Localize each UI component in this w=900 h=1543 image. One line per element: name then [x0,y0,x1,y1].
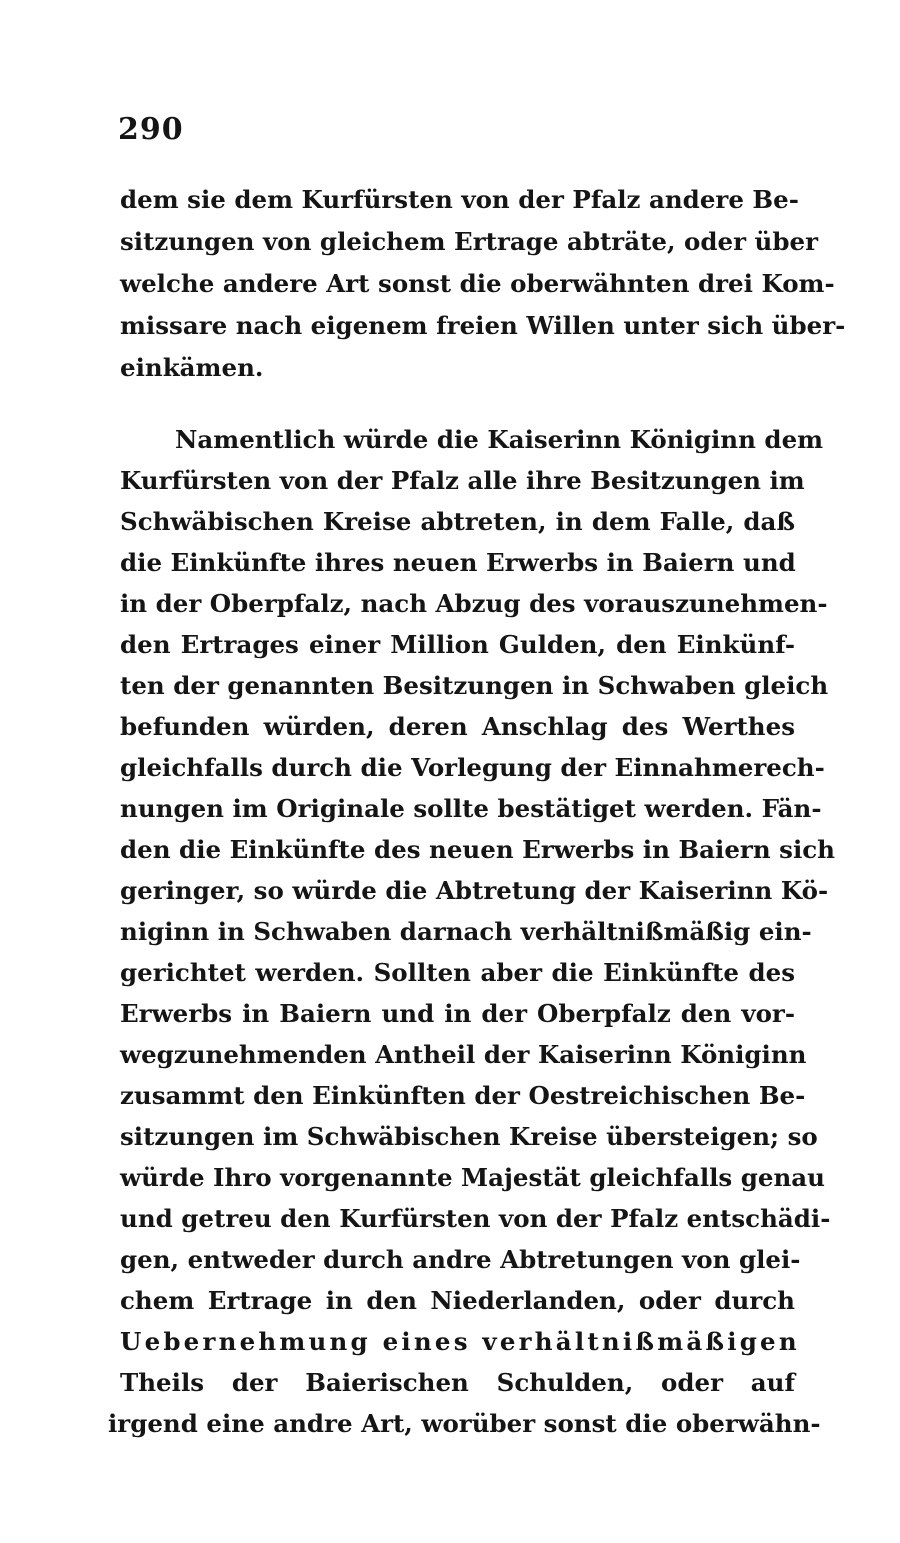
text-line: Uebernehmung eines verhältnißmäßigen [120,1327,800,1356]
text-line: würde Ihro vorgenannte Majestät gleichfalls genau [120,1163,825,1192]
text-line: und getreu den Kurfürsten von der Pfalz entschädi- [120,1204,831,1233]
text-line: Erwerbs in Baiern und in der Oberpfalz den vor- [120,999,795,1028]
text-line: geringer, so würde die Abtretung der Kaiserinn Kö- [120,876,829,905]
text-line: einkämen. [120,353,264,382]
text-line: irgend eine andre Art, worüber sonst die oberwähn- [108,1409,821,1438]
text-line: gerichtet werden. Sollten aber die Einkünfte des [120,958,795,987]
text-line: dem sie dem Kurfürsten von der Pfalz andere Be- [120,185,799,214]
text-line: sitzungen im Schwäbischen Kreise übersteigen; so [120,1122,818,1151]
text-line: Schwäbischen Kreise abtreten, in dem Falle, daß [120,507,795,536]
text-line: Kurfürsten von der Pfalz alle ihre Besitzungen im [120,466,805,495]
text-line: niginn in Schwaben darnach verhältnißmäßig ein- [120,917,812,946]
text-line: in der Oberpfalz, nach Abzug des vorauszunehmen- [120,589,828,618]
text-line: wegzunehmenden Antheil der Kaiserinn Königinn [120,1040,807,1069]
text-line: sitzungen von gleichem Ertrage abträte, oder über [120,227,818,256]
text-line: befunden würden, deren Anschlag des Werthes [120,712,795,741]
text-line: missare nach eigenem freien Willen unter sich über- [120,311,846,340]
text-line: chem Ertrage in den Niederlanden, oder durch [120,1286,795,1315]
text-line: welche andere Art sonst die oberwähnten drei Kom- [120,269,835,298]
page-number: 290 [118,112,184,147]
text-line: Theils der Baierischen Schulden, oder auf [120,1368,795,1397]
text-line: ten der genannten Besitzungen in Schwaben gleich [120,671,829,700]
text-line: nungen im Originale sollte bestätiget werden. Fän- [120,794,822,823]
text-line: gen, entweder durch andre Abtretungen von glei- [120,1245,801,1274]
text-line: die Einkünfte ihres neuen Erwerbs in Baiern und [120,548,796,577]
text-line: Namentlich würde die Kaiserinn Königinn dem [175,425,824,454]
text-line: den Ertrages einer Million Gulden, den Einkünf- [120,630,795,659]
text-line: gleichfalls durch die Vorlegung der Einnahmerech- [120,753,825,782]
text-line: zusammt den Einkünften der Oestreichischen Be- [120,1081,806,1110]
text-line: den die Einkünfte des neuen Erwerbs in Baiern sich [120,835,835,864]
